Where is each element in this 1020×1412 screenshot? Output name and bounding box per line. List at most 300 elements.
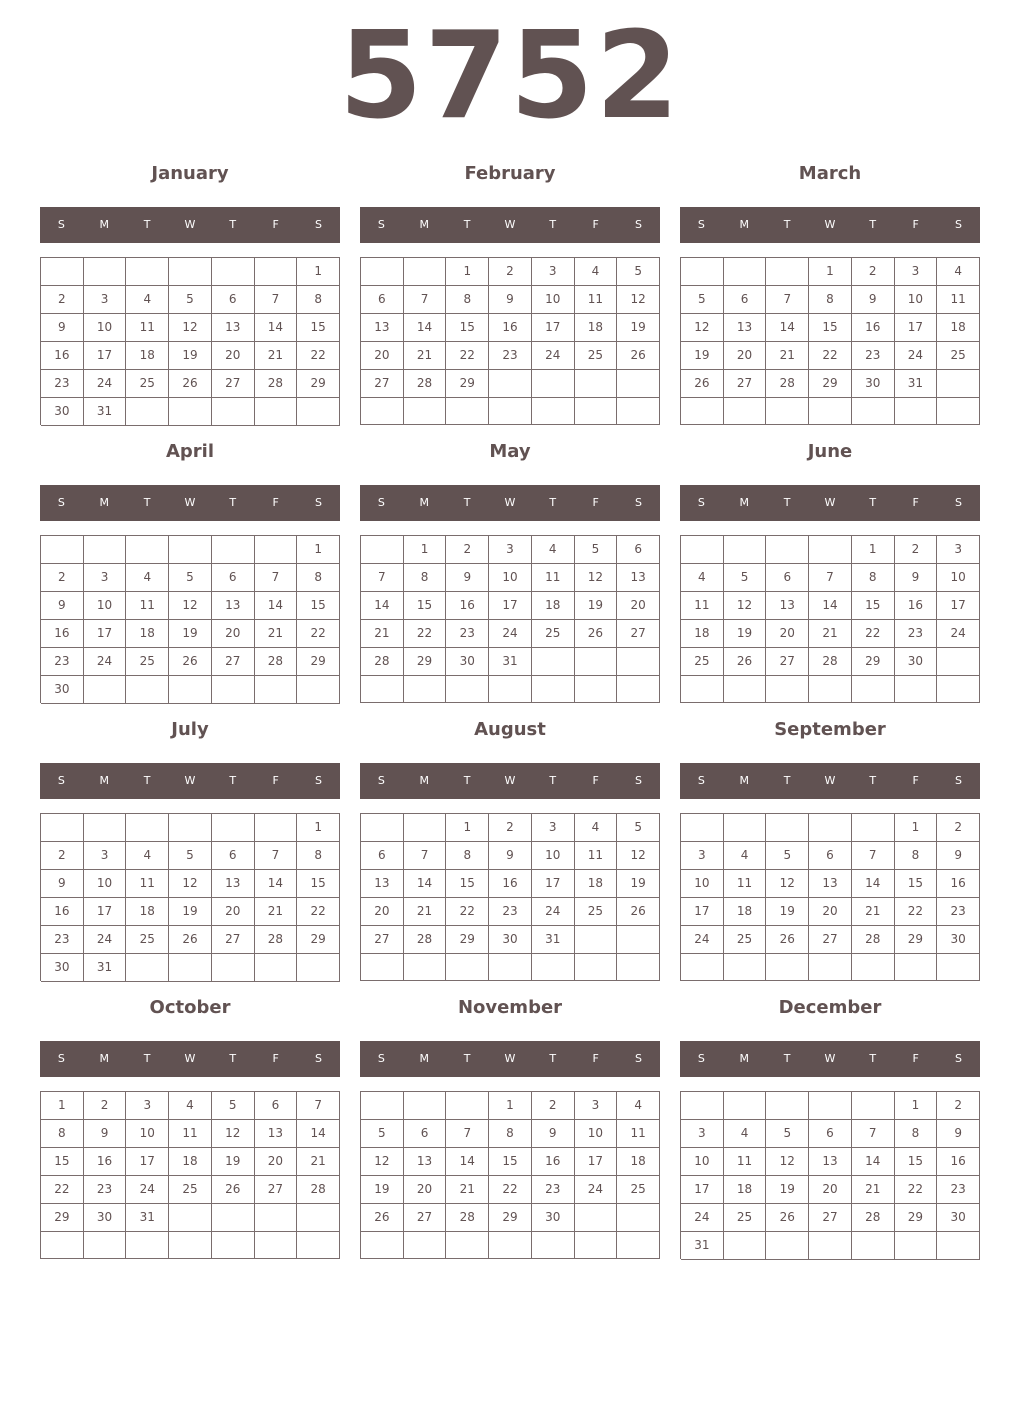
day-cell — [126, 258, 169, 286]
day-cell: 31 — [84, 954, 127, 982]
day-cell: 24 — [126, 1176, 169, 1204]
day-cell — [126, 814, 169, 842]
day-cell — [361, 814, 404, 842]
weekday-label: S — [954, 496, 962, 509]
day-cell — [617, 648, 660, 676]
weekday-label: T — [143, 218, 151, 231]
day-cell: 7 — [255, 842, 298, 870]
weekday-label: T — [229, 218, 237, 231]
day-cell: 5 — [766, 1120, 809, 1148]
day-cell — [361, 258, 404, 286]
day-cell: 19 — [617, 314, 660, 342]
day-cell — [446, 954, 489, 981]
day-cell — [852, 1232, 895, 1260]
day-cell: 6 — [212, 286, 255, 314]
day-cell: 23 — [41, 648, 84, 676]
month-name: December — [778, 997, 882, 1018]
day-cell: 22 — [297, 342, 340, 370]
day-grid — [680, 1091, 980, 1259]
day-cell — [404, 1232, 447, 1259]
day-cell: 18 — [126, 342, 169, 370]
day-cell — [532, 1232, 575, 1259]
weekday-label: W — [504, 774, 516, 787]
day-cell: 18 — [724, 1176, 767, 1204]
day-cell: 16 — [41, 898, 84, 926]
day-cell: 21 — [255, 898, 298, 926]
day-cell: 29 — [446, 370, 489, 398]
day-cell: 1 — [895, 814, 938, 842]
day-cell: 2 — [41, 842, 84, 870]
weekday-label: S — [954, 1052, 962, 1065]
day-cell — [404, 1092, 447, 1120]
day-cell: 14 — [255, 314, 298, 342]
day-cell: 21 — [766, 342, 809, 370]
day-cell: 27 — [361, 370, 404, 398]
day-cell: 25 — [937, 342, 980, 370]
weekday-label: M — [419, 496, 430, 509]
day-cell: 16 — [41, 620, 84, 648]
day-cell: 28 — [255, 370, 298, 398]
day-cell: 20 — [809, 1176, 852, 1204]
day-cell: 24 — [489, 620, 532, 648]
day-cell: 15 — [297, 592, 340, 620]
day-cell: 30 — [41, 676, 84, 704]
day-cell — [852, 398, 895, 425]
day-cell: 13 — [361, 314, 404, 342]
weekday-label: F — [912, 218, 919, 231]
day-cell: 18 — [126, 620, 169, 648]
day-cell: 17 — [532, 870, 575, 898]
day-cell: 26 — [766, 1204, 809, 1232]
day-cell: 12 — [766, 1148, 809, 1176]
day-cell: 24 — [575, 1176, 618, 1204]
day-cell: 6 — [617, 536, 660, 564]
day-cell: 15 — [895, 870, 938, 898]
day-cell — [489, 676, 532, 703]
day-cell: 25 — [126, 370, 169, 398]
weekday-label: W — [504, 218, 516, 231]
day-grid — [40, 257, 340, 425]
day-cell — [255, 398, 298, 426]
day-cell: 6 — [404, 1120, 447, 1148]
weekday-label: W — [184, 774, 196, 787]
day-cell: 25 — [169, 1176, 212, 1204]
day-cell — [212, 676, 255, 704]
day-cell: 16 — [895, 592, 938, 620]
weekday-label: T — [229, 774, 237, 787]
day-cell — [617, 676, 660, 703]
day-cell: 8 — [446, 842, 489, 870]
day-cell: 25 — [681, 648, 724, 676]
day-cell: 23 — [489, 342, 532, 370]
day-cell: 3 — [489, 536, 532, 564]
weekday-label: F — [272, 218, 279, 231]
weekday-label: S — [697, 1052, 705, 1065]
day-cell — [126, 676, 169, 704]
day-cell — [852, 814, 895, 842]
day-cell: 5 — [724, 564, 767, 592]
day-cell: 15 — [489, 1148, 532, 1176]
weekday-label: W — [504, 496, 516, 509]
day-cell: 29 — [852, 648, 895, 676]
day-cell: 25 — [724, 1204, 767, 1232]
day-cell: 4 — [937, 258, 980, 286]
day-cell: 9 — [84, 1120, 127, 1148]
day-cell: 26 — [617, 342, 660, 370]
day-cell — [212, 1204, 255, 1232]
day-cell: 19 — [169, 898, 212, 926]
day-cell: 26 — [575, 620, 618, 648]
day-cell: 22 — [404, 620, 447, 648]
day-cell: 17 — [84, 342, 127, 370]
weekday-header — [40, 485, 340, 521]
day-cell: 2 — [41, 286, 84, 314]
day-cell — [681, 954, 724, 981]
day-cell — [212, 814, 255, 842]
day-cell: 8 — [297, 564, 340, 592]
day-cell — [766, 814, 809, 842]
day-cell: 7 — [255, 564, 298, 592]
day-cell: 11 — [617, 1120, 660, 1148]
weekday-label: S — [314, 1052, 322, 1065]
weekday-label: W — [824, 1052, 836, 1065]
month-name: January — [151, 163, 229, 184]
day-cell: 12 — [617, 842, 660, 870]
day-cell: 13 — [404, 1148, 447, 1176]
day-cell — [297, 398, 340, 426]
day-cell: 30 — [532, 1204, 575, 1232]
day-cell: 16 — [446, 592, 489, 620]
day-cell: 3 — [532, 258, 575, 286]
day-cell: 14 — [404, 870, 447, 898]
day-cell: 7 — [446, 1120, 489, 1148]
day-cell — [617, 954, 660, 981]
day-cell: 18 — [532, 592, 575, 620]
day-cell: 10 — [895, 286, 938, 314]
weekday-label: S — [697, 218, 705, 231]
day-cell: 31 — [532, 926, 575, 954]
day-cell: 23 — [41, 370, 84, 398]
day-cell: 24 — [681, 926, 724, 954]
day-cell: 24 — [937, 620, 980, 648]
weekday-header — [40, 207, 340, 243]
weekday-label: M — [739, 496, 750, 509]
weekday-label: S — [697, 496, 705, 509]
day-cell: 17 — [532, 314, 575, 342]
day-cell: 31 — [126, 1204, 169, 1232]
day-cell: 26 — [169, 926, 212, 954]
day-cell: 28 — [404, 370, 447, 398]
weekday-label: F — [592, 1052, 599, 1065]
day-cell: 1 — [852, 536, 895, 564]
day-cell — [255, 536, 298, 564]
day-cell: 22 — [895, 1176, 938, 1204]
month-name: July — [171, 719, 209, 740]
day-cell: 15 — [446, 870, 489, 898]
day-cell: 1 — [404, 536, 447, 564]
day-cell: 23 — [937, 898, 980, 926]
day-cell: 4 — [126, 286, 169, 314]
day-cell: 27 — [617, 620, 660, 648]
month-name: August — [474, 719, 546, 740]
day-cell — [724, 258, 767, 286]
day-cell: 29 — [809, 370, 852, 398]
day-cell: 7 — [852, 1120, 895, 1148]
day-cell: 14 — [852, 1148, 895, 1176]
weekday-label: T — [869, 496, 877, 509]
day-cell: 21 — [255, 620, 298, 648]
day-cell: 25 — [575, 898, 618, 926]
day-cell: 31 — [681, 1232, 724, 1260]
weekday-label: T — [463, 496, 471, 509]
day-cell: 30 — [895, 648, 938, 676]
day-cell: 14 — [809, 592, 852, 620]
day-cell: 9 — [937, 842, 980, 870]
weekday-header — [40, 1041, 340, 1077]
day-cell: 2 — [937, 1092, 980, 1120]
day-cell: 31 — [489, 648, 532, 676]
day-cell — [446, 1092, 489, 1120]
day-cell: 12 — [617, 286, 660, 314]
day-cell: 2 — [489, 258, 532, 286]
day-cell — [575, 1204, 618, 1232]
day-cell: 8 — [895, 842, 938, 870]
weekday-header — [680, 485, 980, 521]
day-cell — [724, 1232, 767, 1260]
day-cell: 17 — [84, 620, 127, 648]
weekday-label: S — [954, 774, 962, 787]
day-cell: 11 — [532, 564, 575, 592]
weekday-header — [360, 763, 660, 799]
day-cell — [404, 398, 447, 425]
day-cell: 15 — [297, 870, 340, 898]
day-cell: 7 — [809, 564, 852, 592]
day-cell — [41, 258, 84, 286]
day-cell — [255, 1204, 298, 1232]
day-cell: 28 — [852, 926, 895, 954]
weekday-label: S — [377, 774, 385, 787]
day-cell: 13 — [361, 870, 404, 898]
month-name: November — [457, 997, 563, 1018]
day-cell — [84, 258, 127, 286]
day-cell — [84, 814, 127, 842]
day-cell — [532, 370, 575, 398]
weekday-header — [360, 207, 660, 243]
day-cell — [809, 398, 852, 425]
weekday-label: T — [783, 774, 791, 787]
day-cell — [532, 954, 575, 981]
day-cell: 4 — [617, 1092, 660, 1120]
day-cell: 17 — [937, 592, 980, 620]
day-cell: 22 — [297, 620, 340, 648]
day-cell: 10 — [84, 592, 127, 620]
day-cell — [126, 954, 169, 982]
day-cell — [681, 814, 724, 842]
day-cell: 28 — [766, 370, 809, 398]
day-cell: 13 — [766, 592, 809, 620]
day-cell — [361, 398, 404, 425]
day-cell: 17 — [126, 1148, 169, 1176]
weekday-label: W — [824, 774, 836, 787]
day-cell — [937, 398, 980, 425]
day-cell: 8 — [809, 286, 852, 314]
day-cell: 19 — [212, 1148, 255, 1176]
day-cell: 20 — [212, 620, 255, 648]
day-cell: 13 — [617, 564, 660, 592]
day-cell: 16 — [489, 870, 532, 898]
day-cell — [617, 1232, 660, 1259]
day-cell: 16 — [937, 1148, 980, 1176]
day-cell — [212, 1232, 255, 1259]
weekday-label: M — [739, 218, 750, 231]
day-cell — [895, 398, 938, 425]
weekday-label: M — [99, 1052, 110, 1065]
day-cell: 27 — [255, 1176, 298, 1204]
day-cell: 19 — [724, 620, 767, 648]
day-cell: 10 — [126, 1120, 169, 1148]
day-cell — [681, 676, 724, 703]
day-cell — [169, 398, 212, 426]
day-cell: 24 — [532, 342, 575, 370]
day-cell — [532, 648, 575, 676]
day-cell: 1 — [297, 258, 340, 286]
day-cell — [126, 398, 169, 426]
day-cell: 19 — [766, 898, 809, 926]
day-cell: 29 — [297, 648, 340, 676]
month-name: October — [149, 997, 231, 1018]
day-cell: 3 — [84, 286, 127, 314]
day-cell: 20 — [766, 620, 809, 648]
day-cell: 30 — [489, 926, 532, 954]
day-cell: 15 — [446, 314, 489, 342]
day-cell: 11 — [575, 842, 618, 870]
day-cell: 2 — [84, 1092, 127, 1120]
day-cell: 24 — [681, 1204, 724, 1232]
day-cell: 1 — [895, 1092, 938, 1120]
day-cell: 24 — [532, 898, 575, 926]
day-cell: 30 — [41, 954, 84, 982]
day-cell: 10 — [681, 1148, 724, 1176]
day-cell: 19 — [169, 620, 212, 648]
day-cell — [724, 1092, 767, 1120]
day-cell — [404, 258, 447, 286]
day-cell: 14 — [404, 314, 447, 342]
day-cell: 6 — [809, 842, 852, 870]
day-grid — [40, 813, 340, 981]
weekday-label: T — [463, 218, 471, 231]
day-cell — [297, 1232, 340, 1259]
month-name: February — [464, 163, 556, 184]
day-cell — [212, 536, 255, 564]
day-cell: 29 — [41, 1204, 84, 1232]
day-cell: 28 — [297, 1176, 340, 1204]
day-cell: 12 — [361, 1148, 404, 1176]
day-cell: 5 — [169, 842, 212, 870]
day-cell: 16 — [532, 1148, 575, 1176]
day-cell: 7 — [255, 286, 298, 314]
day-cell: 7 — [852, 842, 895, 870]
day-cell — [575, 676, 618, 703]
day-cell: 3 — [84, 842, 127, 870]
day-cell: 10 — [937, 564, 980, 592]
day-cell: 27 — [724, 370, 767, 398]
day-cell: 11 — [169, 1120, 212, 1148]
weekday-label: M — [739, 774, 750, 787]
day-cell — [126, 1232, 169, 1259]
day-cell: 30 — [937, 926, 980, 954]
day-cell — [852, 1092, 895, 1120]
day-cell — [895, 1232, 938, 1260]
weekday-label: S — [954, 218, 962, 231]
day-cell: 25 — [126, 648, 169, 676]
day-cell: 20 — [809, 898, 852, 926]
day-cell: 18 — [169, 1148, 212, 1176]
day-cell: 14 — [255, 592, 298, 620]
weekday-label: M — [739, 1052, 750, 1065]
day-cell: 29 — [895, 1204, 938, 1232]
day-grid — [680, 535, 980, 703]
day-cell: 23 — [446, 620, 489, 648]
day-cell: 21 — [446, 1176, 489, 1204]
day-cell: 28 — [446, 1204, 489, 1232]
weekday-label: F — [912, 496, 919, 509]
weekday-label: W — [504, 1052, 516, 1065]
day-cell: 26 — [212, 1176, 255, 1204]
day-cell: 24 — [84, 926, 127, 954]
weekday-label: M — [99, 774, 110, 787]
weekday-header — [680, 1041, 980, 1077]
weekday-label: T — [869, 774, 877, 787]
weekday-label: S — [377, 496, 385, 509]
day-cell — [255, 1232, 298, 1259]
day-cell: 12 — [766, 870, 809, 898]
day-cell: 16 — [489, 314, 532, 342]
day-cell — [937, 648, 980, 676]
day-cell — [852, 954, 895, 981]
day-grid — [360, 535, 660, 703]
day-cell: 9 — [937, 1120, 980, 1148]
day-cell — [361, 1092, 404, 1120]
day-cell: 1 — [297, 814, 340, 842]
day-cell: 15 — [852, 592, 895, 620]
weekday-label: S — [634, 1052, 642, 1065]
day-cell: 18 — [937, 314, 980, 342]
day-cell: 17 — [681, 1176, 724, 1204]
day-grid — [360, 257, 660, 425]
day-cell: 21 — [852, 898, 895, 926]
month-name: June — [807, 441, 853, 462]
day-cell: 2 — [532, 1092, 575, 1120]
weekday-header — [680, 207, 980, 243]
day-cell — [895, 954, 938, 981]
day-cell — [895, 676, 938, 703]
day-cell — [724, 814, 767, 842]
weekday-label: S — [377, 218, 385, 231]
day-cell: 28 — [255, 926, 298, 954]
day-cell: 13 — [809, 870, 852, 898]
day-cell — [681, 536, 724, 564]
day-cell: 31 — [84, 398, 127, 426]
day-cell: 5 — [617, 814, 660, 842]
month-name: March — [798, 163, 862, 184]
day-cell: 24 — [84, 370, 127, 398]
day-cell — [724, 676, 767, 703]
day-cell — [489, 398, 532, 425]
day-cell: 16 — [41, 342, 84, 370]
weekday-label: T — [463, 1052, 471, 1065]
weekday-header — [680, 763, 980, 799]
day-cell: 9 — [41, 870, 84, 898]
